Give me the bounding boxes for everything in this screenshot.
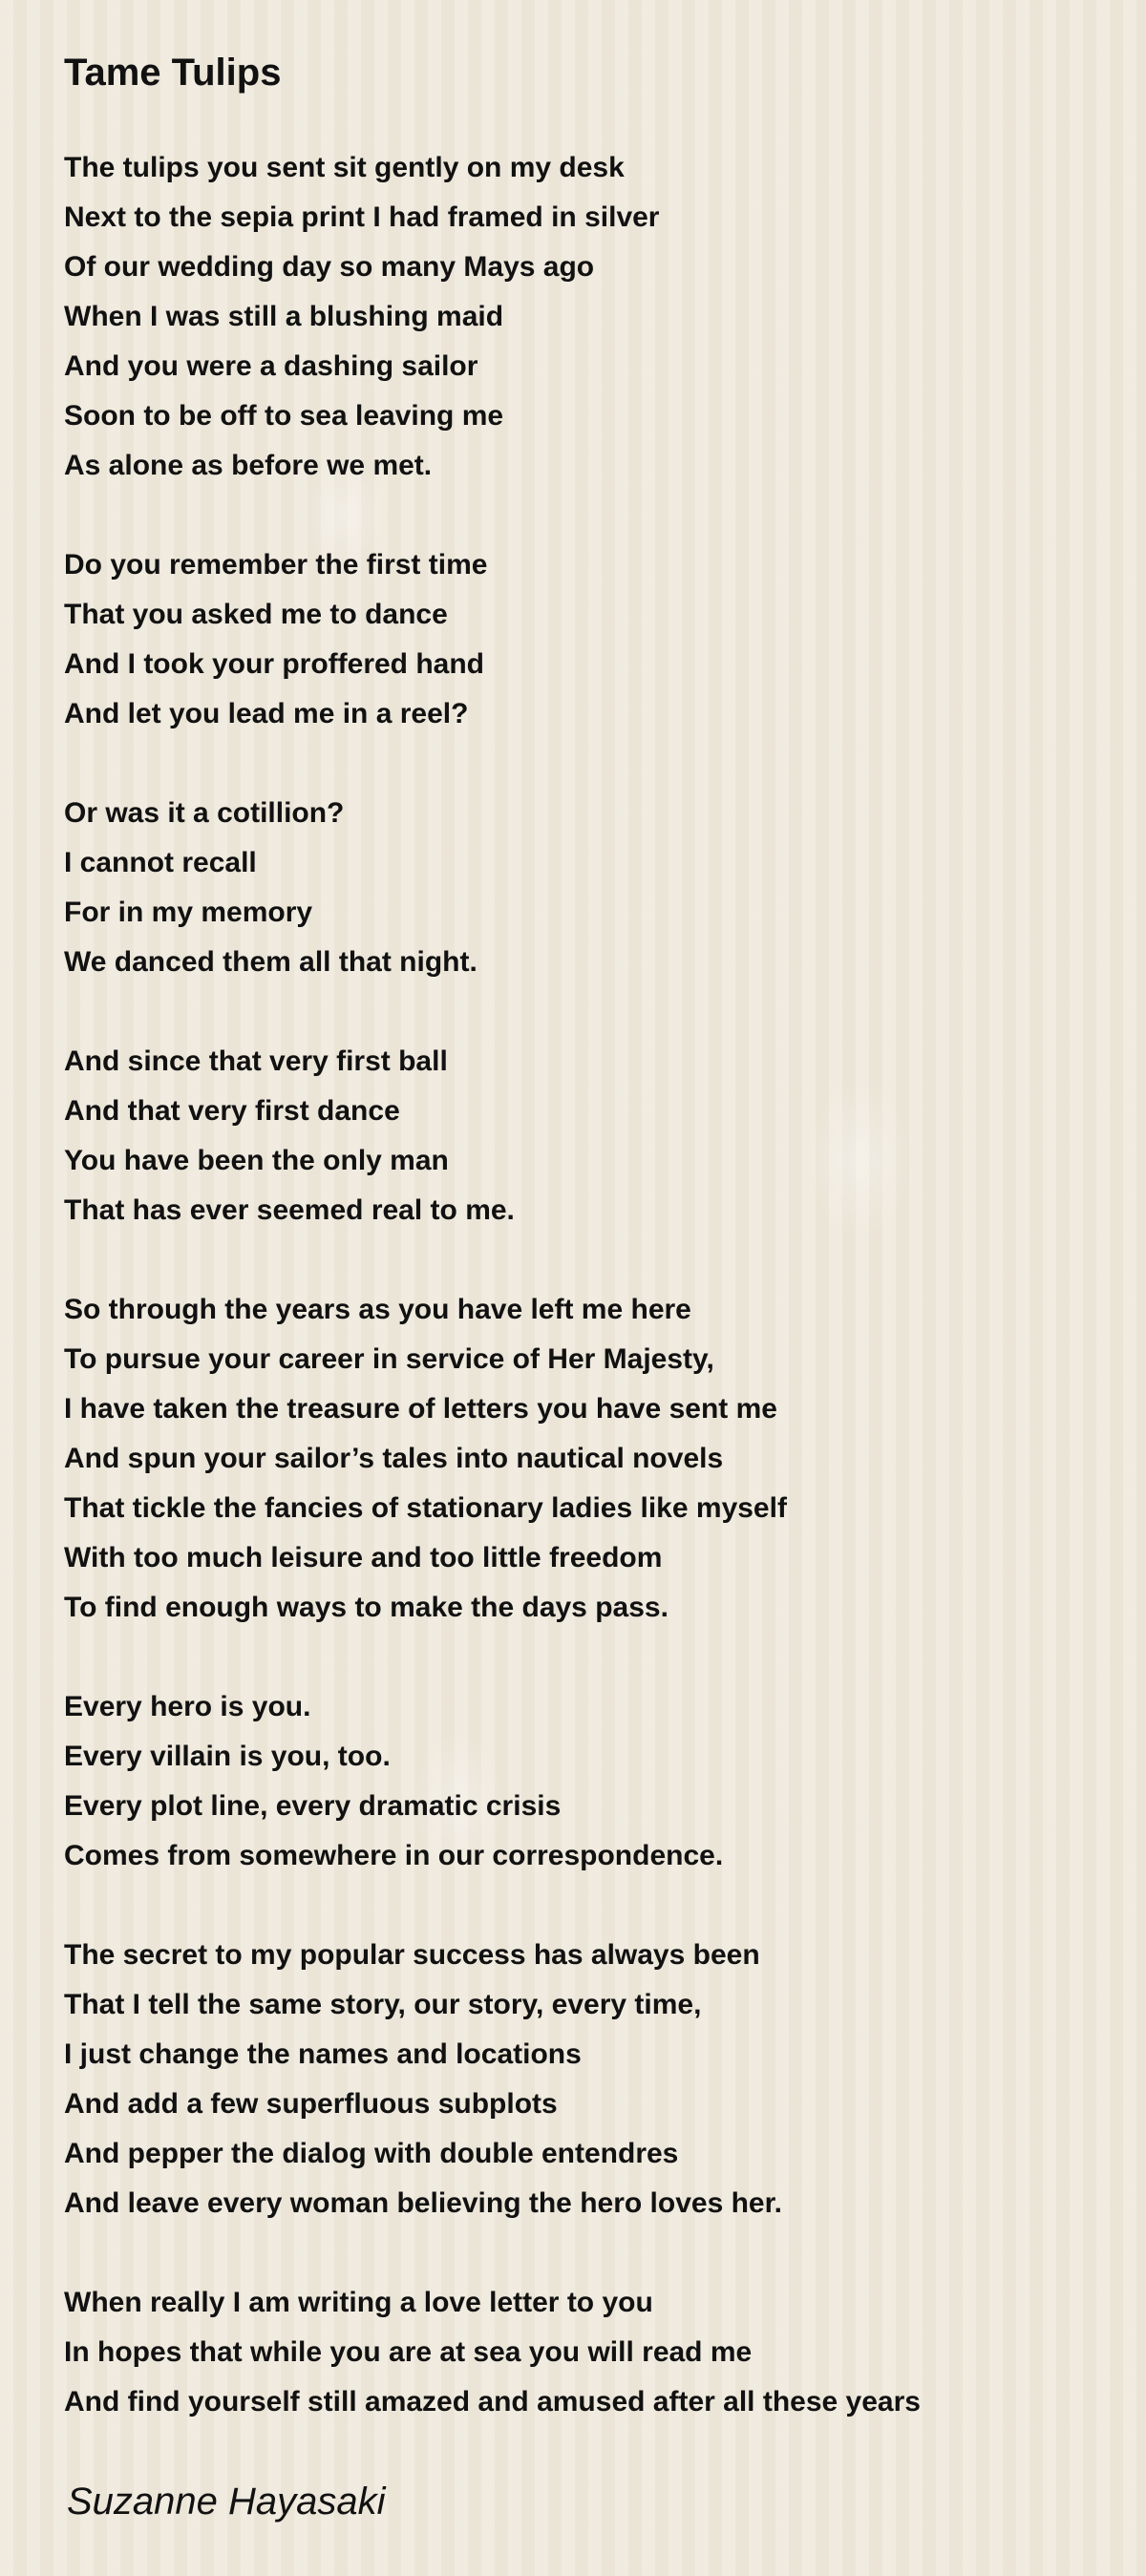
- poem-line: Next to the sepia print I had framed in silver: [64, 201, 660, 233]
- poem-line: To pursue your career in service of Her Majesty,: [64, 1343, 714, 1375]
- poem-line: Soon to be off to sea leaving me: [64, 400, 504, 432]
- poem-line: That I tell the same story, our story, every time,: [64, 1989, 702, 2020]
- stanza-8: [64, 2278, 1095, 2427]
- poem-line: In hopes that while you are at sea you will read me: [64, 2336, 753, 2368]
- stanza-6: [64, 1682, 1095, 1881]
- poem-line: I just change the names and locations: [64, 2038, 582, 2070]
- poem-line: And add a few superfluous subplots: [64, 2088, 558, 2120]
- stanza-3: [64, 789, 1095, 987]
- stanza-5: [64, 1285, 1095, 1633]
- poem-line: Comes from somewhere in our correspondence.: [64, 1840, 724, 1871]
- poem-line: The secret to my popular success has always been: [64, 1939, 760, 1971]
- poem-line: So through the years as you have left me here: [64, 1294, 691, 1325]
- poem-line: You have been the only man: [64, 1145, 449, 1176]
- poem-line: As alone as before we met.: [64, 450, 433, 481]
- poem-line: I cannot recall: [64, 847, 257, 878]
- poem-title: Tame Tulips: [64, 52, 282, 94]
- poem-author: Suzanne Hayasaki: [67, 2481, 386, 2523]
- poem-line: When I was still a blushing maid: [64, 301, 504, 332]
- poem-line: When really I am writing a love letter to you: [64, 2287, 653, 2318]
- poem-line: And that very first dance: [64, 1095, 400, 1127]
- poem-line: Every villain is you, too.: [64, 1741, 391, 1772]
- poem-body: [64, 143, 1095, 2477]
- poem-line: With too much leisure and too little freedom: [64, 1542, 663, 1573]
- poem-line: We danced them all that night.: [64, 946, 478, 978]
- poem-line: To find enough ways to make the days pass.: [64, 1592, 668, 1623]
- poem-line: Every hero is you.: [64, 1691, 311, 1722]
- poem-line: That tickle the fancies of stationary ladies like myself: [64, 1492, 787, 1524]
- poem-line: Do you remember the first time: [64, 549, 488, 581]
- poem-line: I have taken the treasure of letters you have sent me: [64, 1393, 777, 1425]
- poem-line: And let you lead me in a reel?: [64, 698, 469, 729]
- poem-line: For in my memory: [64, 897, 313, 928]
- poem-line: And leave every woman believing the hero loves her.: [64, 2187, 782, 2219]
- poem-line: And you were a dashing sailor: [64, 350, 478, 382]
- poem-line: Or was it a cotillion?: [64, 797, 345, 829]
- poem-line: And pepper the dialog with double entendres: [64, 2138, 679, 2169]
- poem-line: And since that very first ball: [64, 1045, 448, 1077]
- poem-line: That you asked me to dance: [64, 599, 448, 630]
- poem-line: The tulips you sent sit gently on my desk: [64, 152, 625, 183]
- stanza-4: [64, 1037, 1095, 1235]
- stanza-1: [64, 143, 1095, 491]
- stanza-7: [64, 1931, 1095, 2228]
- poem-line: Every plot line, every dramatic crisis: [64, 1790, 562, 1822]
- poem-line: And I took your proffered hand: [64, 648, 484, 680]
- poem-line: That has ever seemed real to me.: [64, 1194, 515, 1226]
- poem-line: Of our wedding day so many Mays ago: [64, 251, 595, 283]
- poem-line: And find yourself still amazed and amused after all these years: [64, 2386, 921, 2418]
- poem-line: And spun your sailor’s tales into nautical novels: [64, 1443, 724, 1474]
- stanza-2: [64, 540, 1095, 739]
